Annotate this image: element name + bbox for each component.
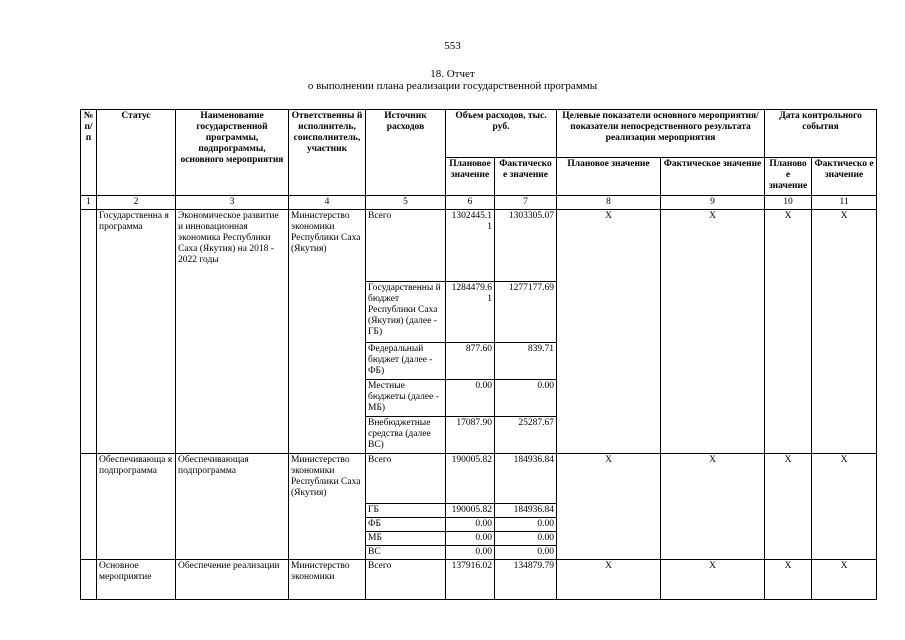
target-plan-cell: X: [557, 210, 661, 454]
header-status: Статус: [97, 110, 176, 196]
source-cell: ВС: [366, 546, 446, 560]
column-number: 7: [495, 196, 557, 210]
plan-value-cell: 0.00: [446, 546, 495, 560]
fact-value-cell: 184936.84: [495, 454, 557, 504]
header-expenses: Объем расходов, тыс. руб.: [446, 110, 557, 158]
header-targets: Целевые показатели основного мероприятия/показатели непосредственного результата реализации мероприятия: [557, 110, 765, 158]
target-fact-cell: X: [661, 210, 765, 454]
fact-value-cell: 0.00: [495, 518, 557, 532]
source-cell: Федеральный бюджет (далее - ФБ): [366, 343, 446, 380]
header-source: Источник расходов: [366, 110, 446, 196]
column-number: 6: [446, 196, 495, 210]
column-number: 10: [765, 196, 812, 210]
responsible-cell: Министерство экономики: [289, 560, 366, 600]
source-cell: Всего: [366, 560, 446, 600]
fact-value-cell: 134879.79: [495, 560, 557, 600]
header-targets-fact: Фактическое значение: [661, 158, 765, 196]
source-cell: Внебюджетные средства (далее ВС): [366, 417, 446, 454]
fact-value-cell: 839.71: [495, 343, 557, 380]
date-plan-cell: X: [765, 560, 812, 600]
plan-value-cell: 0.00: [446, 532, 495, 546]
source-cell: Всего: [366, 454, 446, 504]
source-cell: Местные бюджеты (далее - МБ): [366, 380, 446, 417]
program-name-cell: Обеспечивающая подпрограмма: [176, 454, 289, 560]
header-targets-plan: Плановое значение: [557, 158, 661, 196]
report-subtitle: о выполнении плана реализации государственной программы: [307, 80, 598, 92]
plan-value-cell: 0.00: [446, 380, 495, 417]
fact-value-cell: 1277177.69: [495, 282, 557, 343]
target-plan-cell: X: [557, 454, 661, 560]
report-title: 18. Отчет: [430, 68, 475, 80]
program-name-cell: Экономическое развитие и инновационная экономика Республики Саха (Якутия) на 2018 - 2022 годы: [176, 210, 289, 454]
plan-value-cell: 190005.82: [446, 454, 495, 504]
column-number: 11: [812, 196, 877, 210]
status-cell: Основное мероприятие: [97, 560, 176, 600]
plan-value-cell: 1284479.6 1: [446, 282, 495, 343]
date-plan-cell: X: [765, 210, 812, 454]
plan-value-cell: 1302445.1 1: [446, 210, 495, 282]
program-name-cell: Обеспечение реализации: [176, 560, 289, 600]
source-cell: ФБ: [366, 518, 446, 532]
plan-value-cell: 17087.90: [446, 417, 495, 454]
fact-value-cell: 0.00: [495, 546, 557, 560]
column-number: 1: [81, 196, 97, 210]
fact-value-cell: 25287.67: [495, 417, 557, 454]
table-row: [81, 560, 877, 600]
header-expenses-plan: Плановое значение: [446, 158, 495, 196]
column-number: 3: [176, 196, 289, 210]
responsible-cell: Министерство экономики Республики Саха (Якутия): [289, 454, 366, 560]
source-cell: Государственны й бюджет Республики Саха (Якутия) (далее - ГБ): [366, 282, 446, 343]
column-number: 9: [661, 196, 765, 210]
header-control-date: Дата контрольного события: [765, 110, 877, 158]
plan-value-cell: 190005.82: [446, 504, 495, 518]
status-cell: Обеспечивающа я подпрограмма: [97, 454, 176, 560]
plan-value-cell: 137916.02: [446, 560, 495, 600]
date-fact-cell: X: [812, 454, 877, 560]
target-fact-cell: X: [661, 560, 765, 600]
date-fact-cell: X: [812, 560, 877, 600]
column-number: 4: [289, 196, 366, 210]
page-number: 553: [444, 40, 461, 52]
header-responsible: Ответственны й исполнитель, соисполнитель, участник: [289, 110, 366, 196]
plan-value-cell: 0.00: [446, 518, 495, 532]
fact-value-cell: 1303305.07: [495, 210, 557, 282]
source-cell: МБ: [366, 532, 446, 546]
plan-value-cell: 877.60: [446, 343, 495, 380]
source-cell: ГБ: [366, 504, 446, 518]
target-plan-cell: X: [557, 560, 661, 600]
row-number: [81, 454, 97, 560]
row-number: [81, 210, 97, 454]
responsible-cell: Министерство экономики Республики Саха (Якутия): [289, 210, 366, 454]
header-date-plan: Планово е значение: [765, 158, 812, 196]
target-fact-cell: X: [661, 454, 765, 560]
column-number-row: [81, 196, 877, 210]
fact-value-cell: 184936.84: [495, 504, 557, 518]
header-expenses-fact: Фактическо е значение: [495, 158, 557, 196]
status-cell: Государственна я программа: [97, 210, 176, 454]
table-row: [81, 454, 877, 504]
column-number: 8: [557, 196, 661, 210]
fact-value-cell: 0.00: [495, 380, 557, 417]
column-number: 2: [97, 196, 176, 210]
source-cell: Всего: [366, 210, 446, 282]
column-number: 5: [366, 196, 446, 210]
header-name: Наименование государственной программы, подпрограммы, основного мероприятия: [176, 110, 289, 196]
header-date-fact: Фактическо е значение: [812, 158, 877, 196]
row-number: [81, 560, 97, 600]
date-fact-cell: X: [812, 210, 877, 454]
report-table: [80, 109, 877, 600]
table-row: [81, 210, 877, 282]
header-num: № п/п: [81, 110, 97, 196]
date-plan-cell: X: [765, 454, 812, 560]
fact-value-cell: 0.00: [495, 532, 557, 546]
